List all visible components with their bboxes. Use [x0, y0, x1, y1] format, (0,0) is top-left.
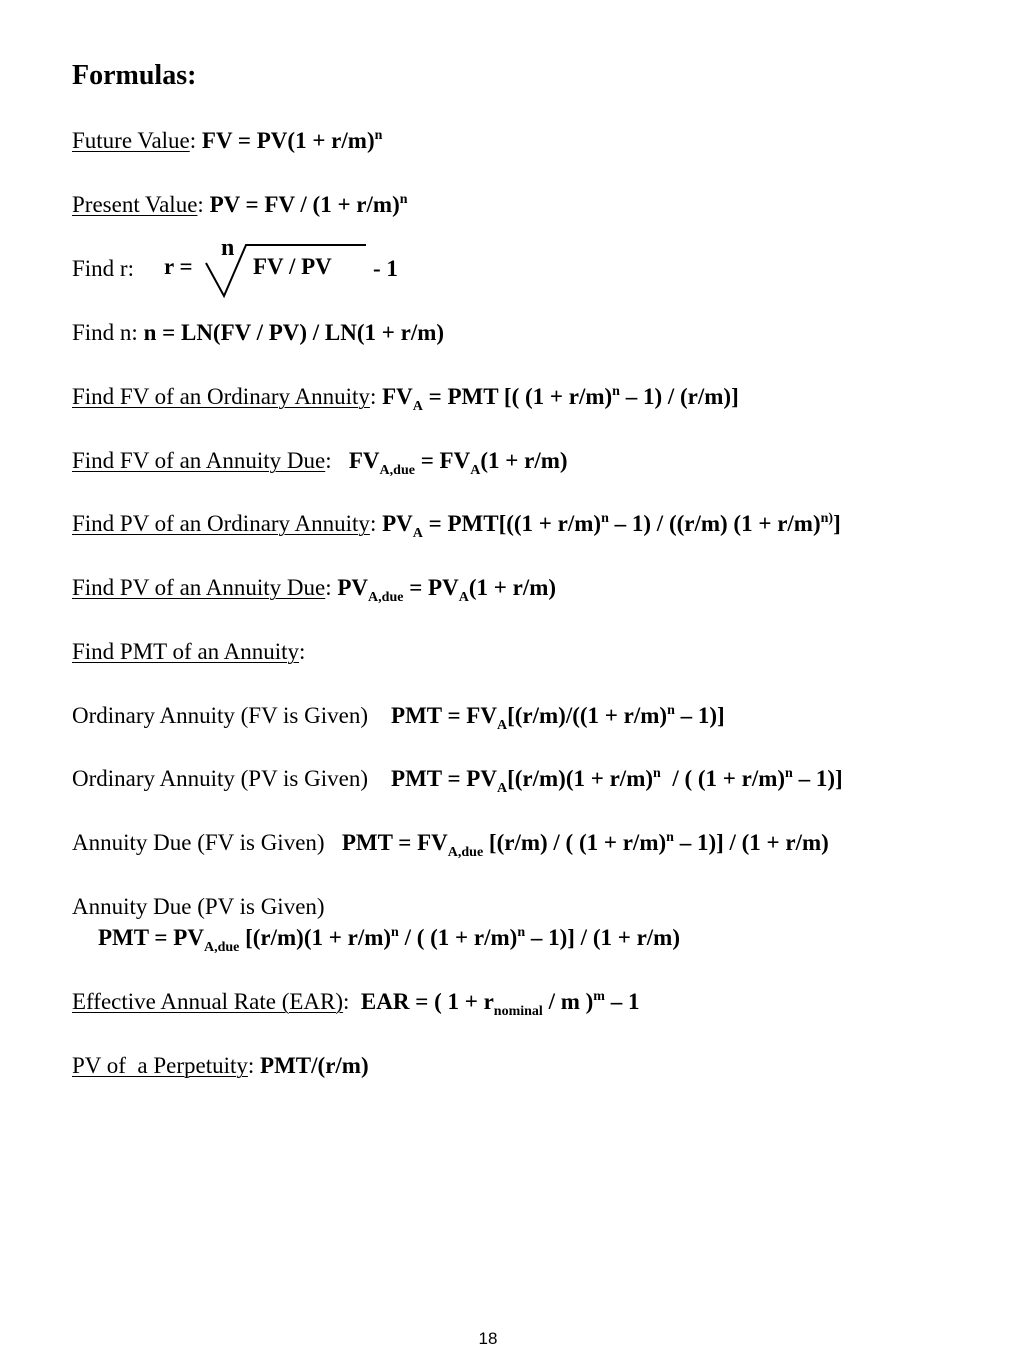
future-value-line — [72, 127, 382, 155]
find-r-label: Find r: — [72, 256, 134, 281]
ear-sub: nominal — [493, 1004, 543, 1019]
ad-pv-exp1: n — [391, 925, 399, 940]
ad-pv-label: Annuity Due (PV is Given) — [72, 894, 325, 919]
ear-p2: / m ) — [548, 989, 594, 1014]
present-value-exp: n — [399, 192, 408, 207]
future-value-formula: FV = PV(1 + r/m) — [201, 128, 375, 153]
present-value-formula: PV = FV / (1 + r/m) — [209, 192, 400, 217]
ear-p3: – 1 — [610, 989, 640, 1014]
pv-due-sub1: A,due — [368, 590, 404, 605]
oa-pv-p2: [(r/m)(1 + r/m) — [507, 766, 654, 791]
perpetuity-formula: PMT/(r/m) — [260, 1053, 369, 1078]
pv-due-sub2: A — [458, 590, 469, 605]
oa-fv-p2: [(r/m)/((1 + r/m) — [507, 703, 668, 728]
pv-ordinary-exp2: n) — [820, 511, 834, 526]
pmt-heading-label: Find PMT of an Annuity — [72, 639, 300, 664]
ad-fv-line — [72, 829, 829, 860]
fv-due-sep: : — [325, 448, 332, 473]
ear-exp: m — [593, 989, 605, 1004]
pv-ordinary-p1: PV — [382, 511, 413, 536]
find-r-tail: - 1 — [373, 256, 398, 281]
oa-pv-sub: A — [496, 781, 508, 796]
pv-due-sep: : — [325, 575, 332, 600]
pv-ordinary-sub: A — [412, 526, 423, 541]
oa-pv-line — [72, 765, 843, 796]
oa-fv-p1: PMT = FV — [391, 703, 497, 728]
fv-due-sub1: A,due — [379, 463, 415, 478]
pv-ordinary-p4: ] — [833, 511, 841, 536]
ad-fv-p1: PMT = FV — [341, 830, 448, 855]
page-number: 18 — [478, 1329, 498, 1348]
ad-fv-p3: – 1)] / (1 + r/m) — [679, 830, 829, 855]
ear-label: Effective Annual Rate (EAR) — [72, 989, 344, 1014]
oa-pv-p4: – 1)] — [798, 766, 843, 791]
oa-fv-label: Ordinary Annuity (FV is Given) — [72, 703, 369, 728]
oa-pv-label: Ordinary Annuity (PV is Given) — [72, 766, 369, 791]
fv-ordinary-exp: n — [612, 384, 620, 399]
future-value-exp: n — [374, 128, 383, 143]
find-r-radicand: FV / PV — [253, 254, 332, 279]
future-value-sep: : — [189, 128, 197, 153]
fv-due-label: Find FV of an Annuity Due — [72, 448, 326, 473]
oa-fv-exp: n — [667, 703, 675, 718]
pv-due-p2: = PV — [409, 575, 459, 600]
ad-fv-exp: n — [666, 830, 674, 845]
find-n-formula: n = LN(FV / PV) / LN(1 + r/m) — [143, 320, 445, 345]
pv-ordinary-p3: – 1) / ((r/m) (1 + r/m) — [614, 511, 821, 536]
fv-ordinary-formula — [382, 384, 739, 414]
ear-sep: : — [343, 989, 350, 1014]
pv-ordinary-exp1: n — [601, 511, 609, 526]
find-r-root-index: n — [221, 235, 235, 261]
find-n-label: Find n: — [72, 320, 138, 345]
fv-due-sub2: A — [470, 463, 481, 478]
ear-line — [72, 988, 640, 1019]
perpetuity-line — [72, 1052, 369, 1080]
fv-due-p3: (1 + r/m) — [480, 448, 568, 473]
present-value-sep: : — [197, 192, 204, 217]
fv-due-line — [72, 447, 568, 478]
oa-pv-exp1: n — [653, 766, 661, 781]
pv-due-formula — [337, 575, 557, 605]
ad-pv-p2: [(r/m)(1 + r/m) — [245, 925, 392, 950]
pmt-heading-line — [72, 638, 305, 666]
fv-ordinary-sub: A — [412, 399, 423, 414]
pv-ordinary-formula — [382, 511, 841, 541]
ad-fv-p2: [(r/m) / ( (1 + r/m) — [488, 830, 667, 855]
fv-ordinary-p3: – 1) / (r/m)] — [625, 384, 739, 409]
fv-ordinary-p2: = PMT [( (1 + r/m) — [428, 384, 613, 409]
ad-pv-p3: / ( (1 + r/m) — [404, 925, 518, 950]
present-value-label: Present Value — [72, 192, 198, 217]
oa-fv-line — [72, 702, 725, 733]
ad-fv-sub: A,due — [447, 845, 484, 860]
ad-pv-p1: PMT = PV — [98, 925, 204, 950]
ad-fv-label: Annuity Due (FV is Given) — [72, 830, 325, 855]
oa-pv-p1: PMT = PV — [391, 766, 497, 791]
oa-pv-formula — [391, 766, 843, 796]
oa-fv-p3: – 1)] — [680, 703, 725, 728]
find-n-line — [72, 319, 444, 347]
oa-fv-formula — [391, 703, 725, 733]
fv-due-p2: = FV — [420, 448, 471, 473]
ear-p1: EAR = ( 1 + r — [360, 989, 494, 1014]
ad-pv-exp2: n — [517, 925, 526, 940]
perpetuity-label: PV of a Perpetuity — [72, 1053, 248, 1078]
find-r-lhs: r = — [164, 254, 193, 279]
pv-due-p1: PV — [337, 575, 369, 600]
fv-ordinary-label: Find FV of an Ordinary Annuity — [72, 384, 370, 409]
pmt-heading-sep: : — [299, 639, 306, 664]
future-value-label: Future Value — [72, 128, 190, 153]
ad-pv-sub: A,due — [203, 940, 240, 955]
ad-pv-formula — [98, 925, 680, 955]
oa-fv-sub: A — [496, 718, 508, 733]
pv-ordinary-sep: : — [369, 511, 377, 536]
page-title: Formulas: — [72, 60, 197, 91]
fv-due-formula — [348, 448, 568, 478]
oa-pv-p3: / ( (1 + r/m) — [672, 766, 786, 791]
fv-ordinary-sep: : — [369, 384, 377, 409]
pv-ordinary-line — [72, 510, 841, 541]
fv-ordinary-p1: FV — [382, 384, 413, 409]
fv-due-p1: FV — [348, 448, 380, 473]
pv-due-line — [72, 574, 557, 605]
ad-pv-p4: – 1)] / (1 + r/m) — [530, 925, 680, 950]
pv-due-label: Find PV of an Annuity Due — [72, 575, 326, 600]
ear-formula — [360, 989, 640, 1019]
fv-ordinary-line — [72, 383, 739, 414]
ad-pv-line — [98, 924, 680, 955]
perpetuity-sep: : — [247, 1053, 255, 1078]
pv-ordinary-p2: = PMT[((1 + r/m) — [428, 511, 602, 536]
ad-fv-formula — [341, 830, 829, 860]
oa-pv-exp2: n — [785, 766, 793, 781]
pv-ordinary-label: Find PV of an Ordinary Annuity — [72, 511, 370, 536]
present-value-line — [72, 191, 408, 219]
pv-due-p3: (1 + r/m) — [468, 575, 557, 600]
